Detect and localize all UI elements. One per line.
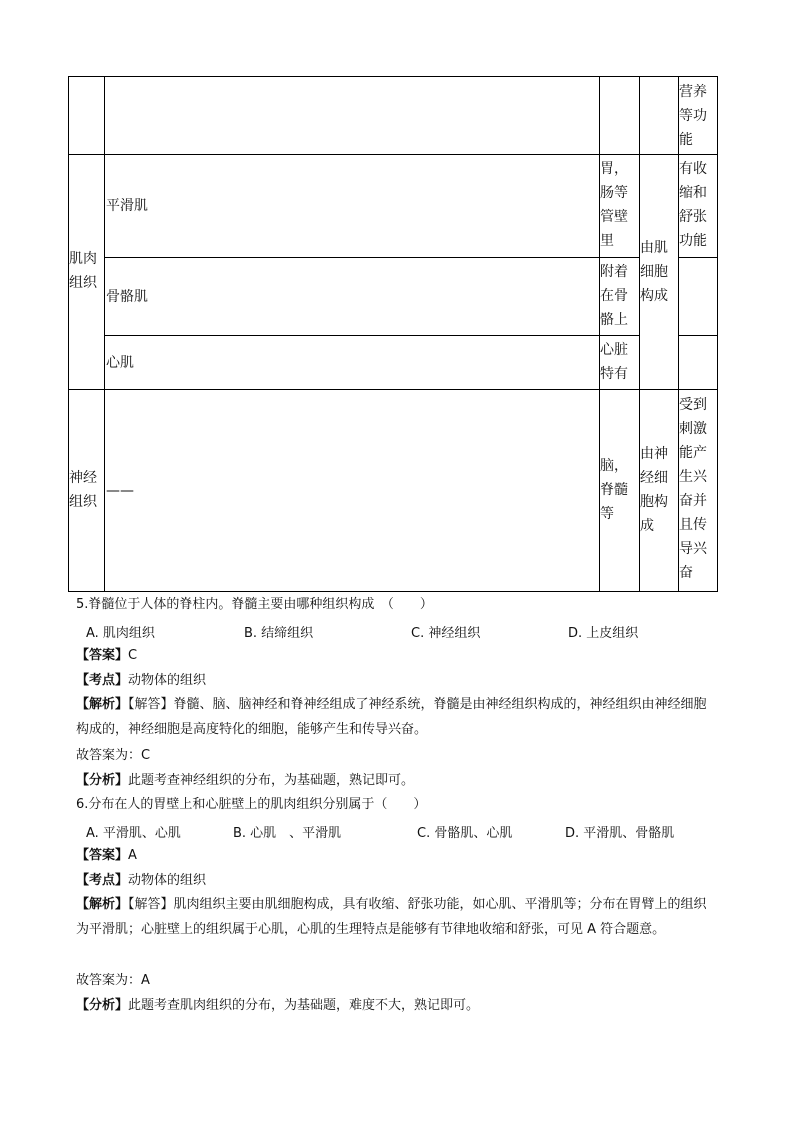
cell-muscle-type: 骨骼肌 (106, 289, 148, 305)
point-line (76, 672, 206, 690)
answer-value: C (128, 648, 138, 663)
fenxi-line (76, 997, 479, 1015)
table-rule (678, 335, 718, 336)
table-rule (68, 154, 718, 155)
option-b: B. 结缔组织 (244, 626, 314, 641)
option-c: C. 神经组织 (411, 626, 481, 641)
answer-line (76, 647, 137, 665)
analysis-paragraph (76, 692, 716, 742)
table-rule (104, 257, 639, 258)
point-line (76, 872, 206, 890)
table-rule (104, 335, 639, 336)
analysis-tag: 【解析】 (76, 897, 129, 912)
analysis-text: 【解答】肌肉组织主要由肌细胞构成，具有收缩、舒张功能，如心肌、平滑肌等；分布在胃臂上的组织为平滑肌；心脏壁上的组织属于心肌，心肌的生理特点是能够有节律地收缩和舒张，可见 A 符合题意。 (76, 897, 707, 937)
question-stem: 6.分布在人的胃壁上和心脏壁上的肌肉组织分别属于（ ） (76, 797, 427, 812)
final-answer: 故答案为：A (76, 973, 150, 988)
fenxi-text: 此题考查肌肉组织的分布，为基础题，难度不大，熟记即可。 (128, 998, 480, 1013)
question-stem: 5.脊髓位于人体的脊柱内。脊髓主要由哪种组织构成 （ ） (76, 597, 433, 612)
option-a: A. 肌肉组织 (86, 626, 155, 641)
option-c: C. 骨骼肌、心肌 (417, 826, 513, 841)
table-border-top (68, 76, 718, 77)
cell-nerve-type: —— (106, 483, 134, 499)
cell-location: 心脏 特有 (600, 342, 628, 382)
point-value: 动物体的组织 (128, 673, 207, 688)
cell-tissue-name: 神经 组织 (69, 470, 97, 510)
table-border-left (68, 76, 69, 592)
analysis-paragraph (76, 892, 716, 942)
analysis-text: 【解答】脊髓、脑、脑神经和脊神经组成了神经系统，脊髓是由神经组织构成的，神经组织由神经细胞构成的，神经细胞是高度特化的细胞，能够产生和传导兴奋。 (76, 697, 707, 737)
cell-function: 有收 缩和 舒张 功能 (679, 161, 707, 249)
cell-function: 营养 等功 能 (679, 84, 707, 148)
answer-tag: 【答案】 (76, 648, 129, 663)
fenxi-tag: 【分析】 (76, 998, 129, 1013)
fenxi-text: 此题考查神经组织的分布，为基础题，熟记即可。 (128, 773, 415, 788)
cell-location: 胃， 肠等 管壁 里 (600, 161, 628, 249)
table-rule (68, 389, 718, 390)
option-a: A. 平滑肌、心肌 (86, 826, 181, 841)
answer-tag: 【答案】 (76, 848, 129, 863)
point-tag: 【考点】 (76, 873, 129, 888)
table-rule (104, 76, 105, 592)
cell-tissue-name: 肌肉 组织 (69, 251, 97, 291)
cell-muscle-type: 平滑肌 (106, 198, 148, 214)
cell-composition: 由神 经细 胞构 成 (640, 446, 668, 534)
option-d: D. 上皮组织 (568, 626, 639, 641)
analysis-tag: 【解析】 (76, 697, 129, 712)
answer-line (76, 847, 137, 865)
fenxi-line (76, 772, 414, 790)
table-rule (678, 257, 718, 258)
table-border-right (717, 76, 718, 592)
cell-location: 附着 在骨 骼上 (600, 264, 628, 328)
table-border-bottom (68, 591, 718, 592)
answer-value: A (128, 848, 137, 863)
option-d: D. 平滑肌、骨骼肌 (565, 826, 675, 841)
final-answer: 故答案为：C (76, 748, 151, 763)
cell-composition: 由肌 细胞 构成 (640, 240, 668, 304)
point-value: 动物体的组织 (128, 873, 207, 888)
cell-function: 受到 刺激 能产 生兴 奋并 且传 导兴 奋 (679, 397, 707, 581)
point-tag: 【考点】 (76, 673, 129, 688)
cell-muscle-type: 心肌 (106, 355, 134, 371)
option-b: B. 心肌 、平滑肌 (233, 826, 342, 841)
fenxi-tag: 【分析】 (76, 773, 129, 788)
cell-location: 脑， 脊髓 等 (600, 458, 628, 522)
